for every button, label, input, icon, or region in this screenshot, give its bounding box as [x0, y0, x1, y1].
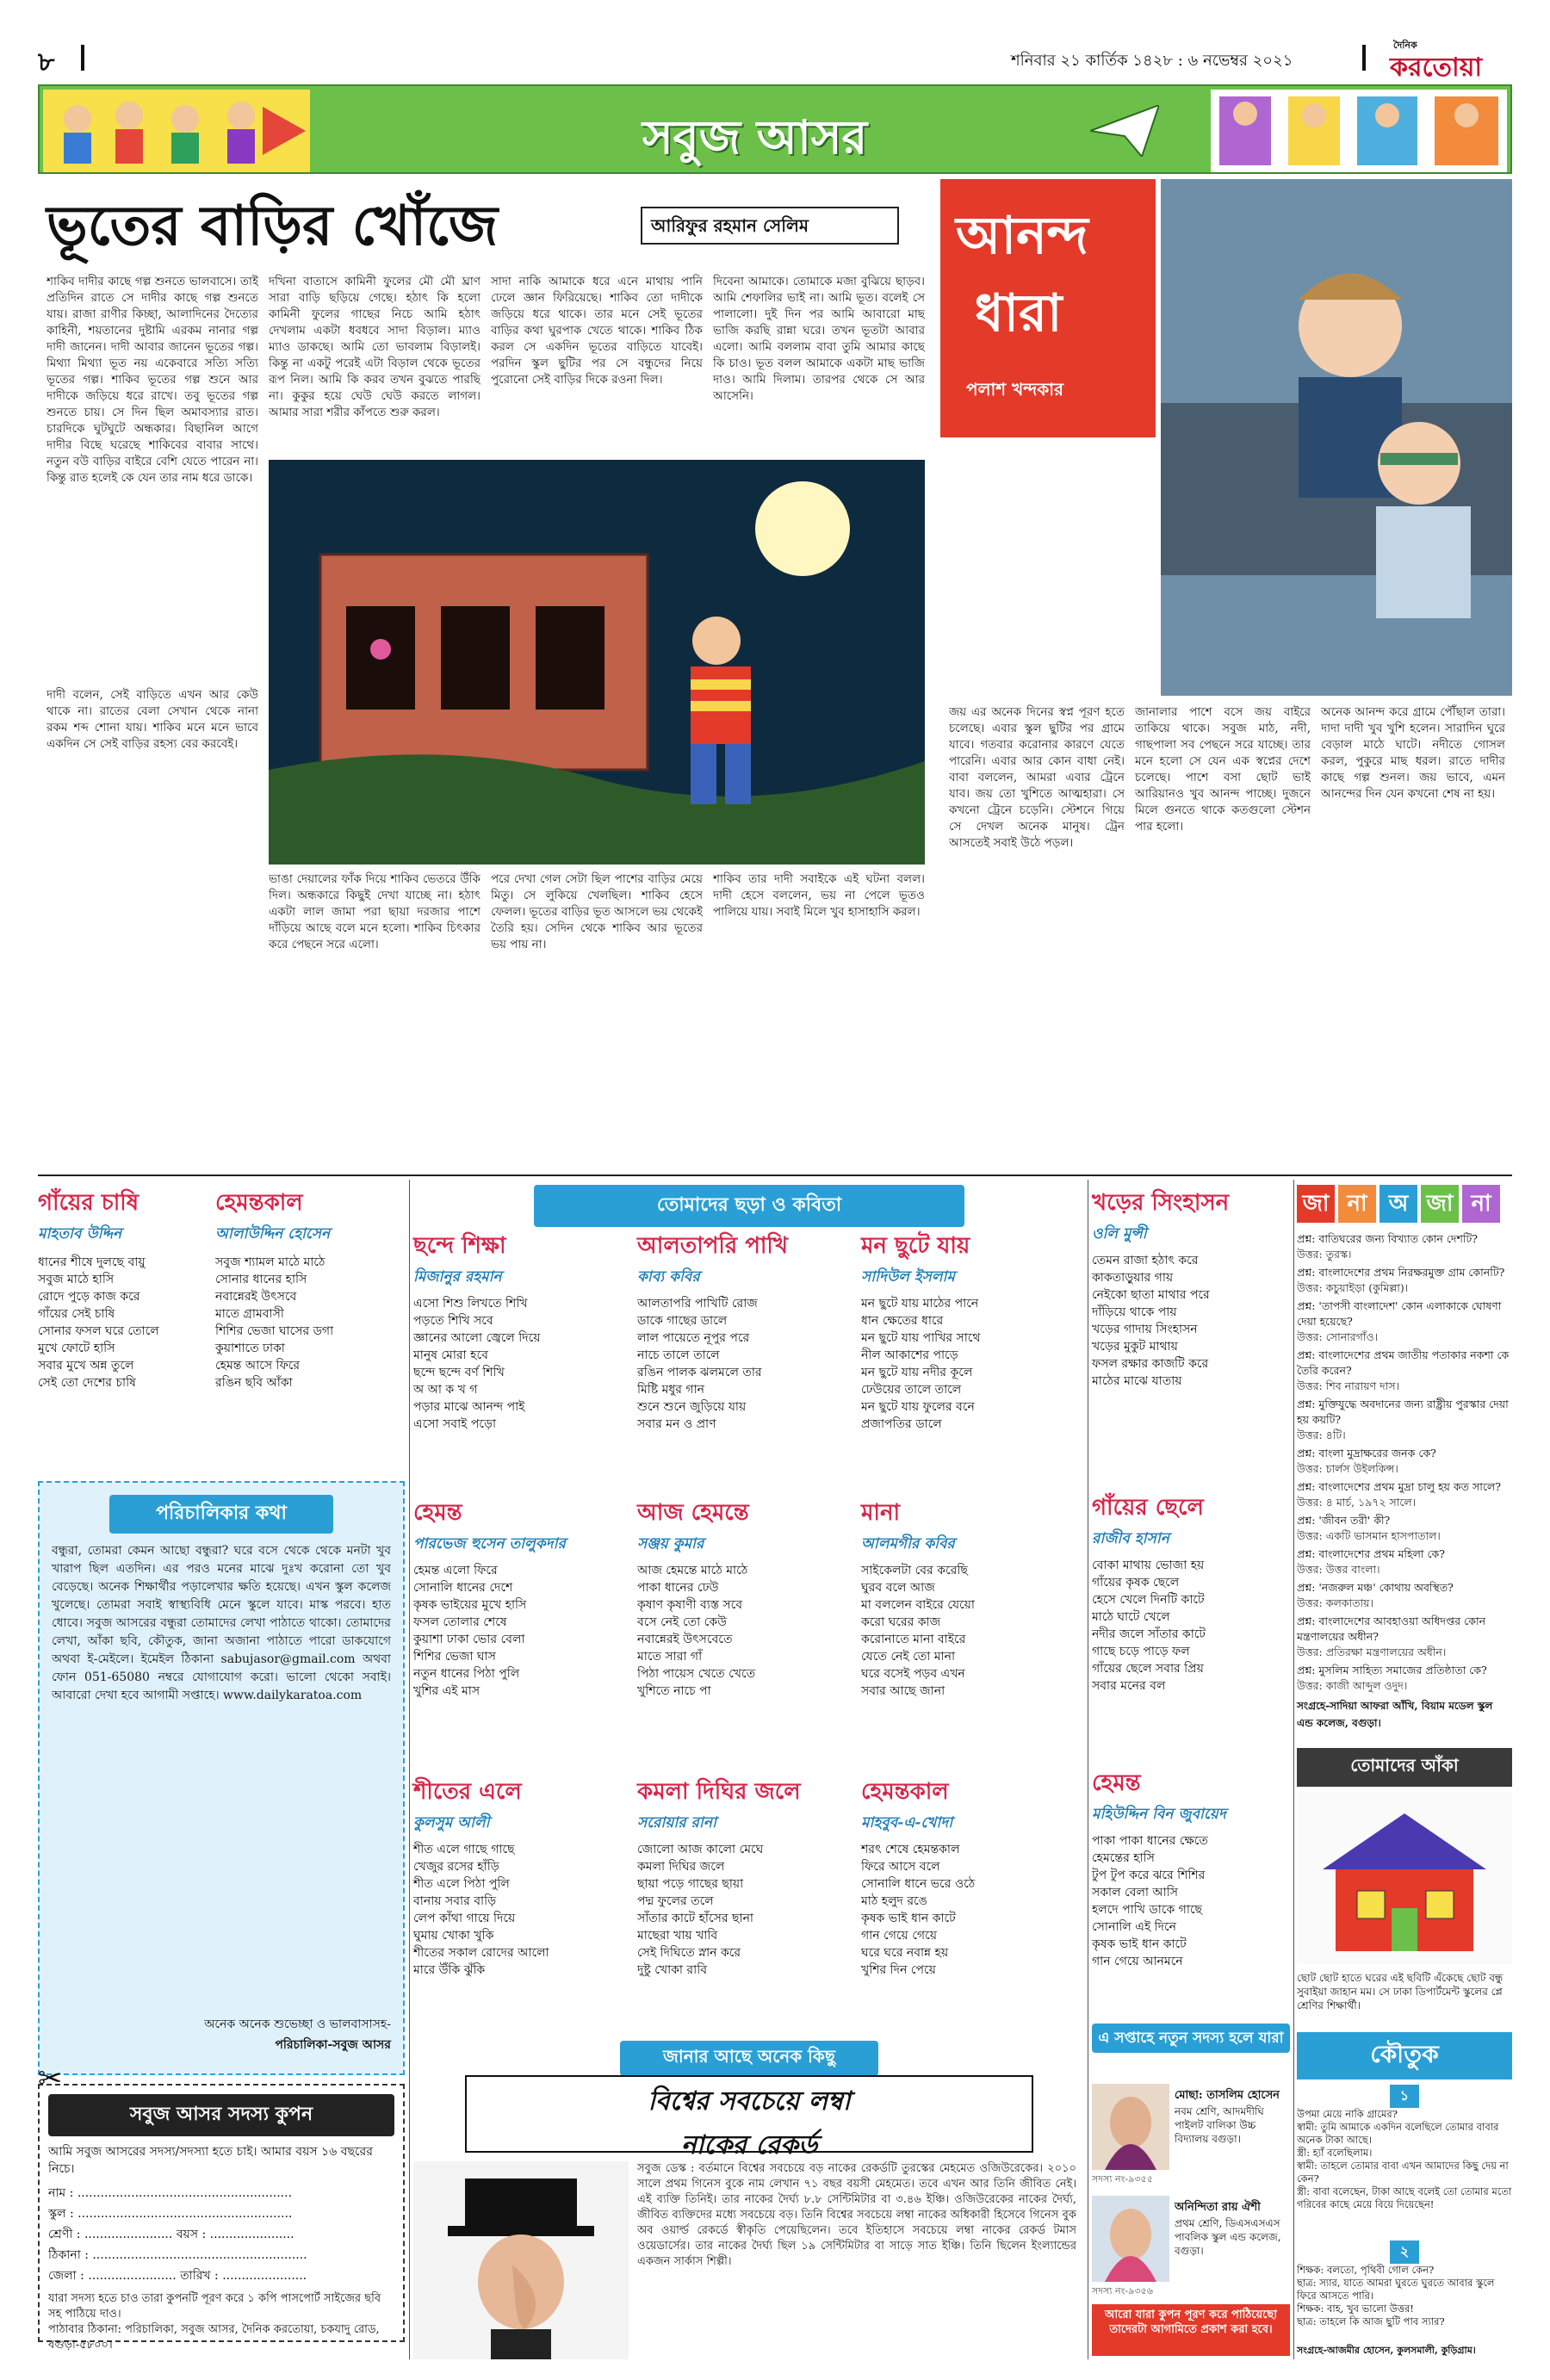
- coupon-field-address[interactable]: ঠিকানা : ........................................................: [48, 2248, 307, 2262]
- children-train-photo: [1161, 179, 1512, 696]
- col-divider: [409, 1180, 410, 2359]
- story-author: আরিফুর রহমান সেলিম: [651, 215, 809, 236]
- story-author-box: [641, 207, 899, 245]
- story-col-3: সাদা নাকি আমাকে ধরে এনে মাথায় পানি ঢেলে জ্ঞান ফিরিয়েছে। শাকিব তো দাদীকে জড়িয়ে ধরে থাকে। তার মনে সেই ভূতের বাড়ির কথা ঘুরপাক খেতে থাকে। শাকিব ঠিক করল সে একদিন ভূতের বাড়িতে যাবেই। পরদিন স্কুল ছুটির পর সে বন্ধুদের নিয়ে পুরোনো সেই বাড়ির দিকে রওনা দিল।: [491, 275, 703, 387]
- quiz-question: প্রশ্ন: বাতিঘরের জন্য বিখ্যাত কোন দেশটি?: [1297, 1232, 1478, 1245]
- quiz-answer: উত্তর: কলকাতায়।: [1297, 1596, 1374, 1609]
- anondo-col-3: অনেক আনন্দ করে গ্রামে পৌঁছাল তারা। দাদা দাদী খুব খুশি হলেন। সারাদিন ঘুরে বেড়াল মাঠে ঘাটে। নদীতে গোসল করল, পুকুরে মাছ ধরল। রাতে দাদীর কাছে গল্প শুনল। জয় ভাবে, এমন আনন্দের দিন যেন কখনো শেষ না হয়।: [1321, 705, 1505, 801]
- anondo-author: পলাশ খন্দকার: [966, 379, 1064, 400]
- poem-2: [637, 1228, 852, 1486]
- poems-header: তোমাদের ছড়া ও কবিতা: [534, 1185, 964, 1227]
- new-members-footer: আরো যারা কুপন পূরণ করে পাঠিয়েছো তাদেরটা আগামিতে প্রকাশ করা হবে।: [1092, 2304, 1290, 2356]
- poem-author: মহিউদ্দিন বিন জুবায়েদ: [1092, 1806, 1226, 1823]
- quiz-letter: জা: [1421, 1185, 1459, 1223]
- nak-section-header: জানার আছে অনেক কিছু: [620, 2041, 878, 2076]
- nak-title-1: বিশ্বের সবচেয়ে লম্বা: [648, 2086, 851, 2117]
- quiz-answer: উত্তর: শিব নারায়ণ দাস।: [1297, 1379, 1400, 1392]
- quiz-question: প্রশ্ন: বাংলাদেশের প্রথম মহিলা কে?: [1297, 1547, 1445, 1560]
- poem-title: হেমন্ত: [413, 1500, 462, 1526]
- coupon-field-name[interactable]: নাম : ........................................................: [48, 2186, 293, 2200]
- poem-author: সাদিউল ইসলাম: [861, 1268, 955, 1286]
- coupon-field-school[interactable]: স্কুল : ........................................................: [48, 2207, 293, 2221]
- header-divider: [81, 45, 84, 71]
- coupon-note-2: পাঠাবার ঠিকানা: পরিচালিকা, সবুজ আসর, দৈনিক করতোয়া, চকযাদু রোড, বগুড়া-৫৮০০।: [48, 2323, 380, 2352]
- quiz-answer: উত্তর: চার্লস উইলকিন্স।: [1297, 1462, 1398, 1475]
- quiz-letter: না: [1338, 1185, 1376, 1223]
- main-story: [38, 179, 933, 1169]
- poem-lines: তেমন রাজা হঠাৎ করে কাকতাড়ুয়ার গায় নেইকো ছাতা মাথার পরে দাঁড়িয়ে থাকে পায় খড়ের গাদায় সিংহাসন খড়ের মুকুট মাথায় ফসল রক্ষার কাজটি করে মাঠের মাঝে যাতায়: [1092, 1254, 1210, 1388]
- poem-lines: আজ হেমন্তে মাঠে মাঠে পাকা ধানের ঢেউ কৃষাণ কৃষাণী ব্যস্ত সবে বসে নেই তো কেউ নবান্নেরই উৎসবেতে মাতে সারা গাঁ পিঠা পায়েস খেতে খেতে খুশিতে নাচে পা: [637, 1564, 756, 1698]
- quiz-list: [1297, 1231, 1512, 1694]
- member-name: মোছা: তাসলিম হোসেন: [1175, 2089, 1280, 2102]
- anondo-title-2: ধারা: [975, 283, 1063, 344]
- poem-title: মানা: [861, 1500, 901, 1526]
- joke-card: [1297, 2241, 1512, 2343]
- poem-title: আজ হেমন্তে: [637, 1500, 749, 1526]
- poem-lines: এসো শিশু লিখতে শিখি পড়তে শিখি সবে জ্ঞানের আলো জ্বেলে দিয়ে মানুষ মোরা হবে ছন্দে ছন্দে বর্ণ শিখি অ আ ক খ গ পড়ার মাঝে আনন্দ পাই এসো সবাই পড়ো: [413, 1297, 541, 1431]
- poem-3: [861, 1228, 1076, 1486]
- member-photo: [1092, 2084, 1169, 2170]
- poem-author: সঞ্জয় কুমার: [637, 1535, 704, 1553]
- member-info: প্রথম শ্রেণি, ডিএসএসএস পাবলিক স্কুল এন্ড কলেজ, বগুড়া।: [1175, 2217, 1281, 2257]
- quiz-question: প্রশ্ন: 'নজরুল মঞ্চ' কোথায় অবস্থিত?: [1297, 1581, 1454, 1594]
- banner-title: সবুজ আসর: [642, 109, 868, 164]
- story-bottom-col-4: শাকিব তার দাদী সবাইকে এই ঘটনা বলল। দাদী হেসে বললেন, ভয় না পেলে ভূতও পালিয়ে যায়। সবাই মিলে খুব হাসাহাসি করল।: [713, 872, 925, 919]
- quiz-question: প্রশ্ন: বাংলাদেশের আবহাওয়া অধিদপ্তর কোন মন্ত্রণালয়ের অধীন?: [1297, 1615, 1486, 1643]
- quiz-answer: উত্তর: উত্তর বাংলা।: [1297, 1563, 1380, 1576]
- quiz-answer: উত্তর: ৪ মার্চ, ১৯৭২ সালে।: [1297, 1496, 1417, 1509]
- drawing-section: [1297, 1748, 1512, 2024]
- poem-lines: সবুজ শ্যামল মাঠে মাঠে সোনার ধানের হাসি নবান্নেরই উৎসবে মাতে গ্রামবাসী শিশির ভেজা ঘাসের ডগা কুয়াশাতে ঢাকা হেমন্ত আসে ফিরে রঙিন ছবি আঁকা: [215, 1255, 334, 1390]
- poem-lines: জোলো আজ কালো মেঘে কমলা দিঘির জলে ছায়া পড়ে গাছের ছায়া পদ্ম ফুলের তলে সাঁতার কাটে হাঁসের ছানা মাছেরা খায় খাবি সেই দিঘিতে স্নান করে দুষ্টু খোকা রাবি: [637, 1843, 764, 1977]
- quiz-answer: উত্তর: কাজী আব্দুল ওদুদ।: [1297, 1679, 1408, 1692]
- poem-lines: বোকা মাথায় ভোজা হয় গাঁয়ের কৃষক ছেলে হেসে খেলে দিনটি কাটে মাঠে ঘাটে খেলে নদীর জলে সাঁতার কাটে গাছে চড়ে পাড়ে ফল গাঁয়ের ছেলে সবার প্রিয় সবার মনের বল: [1092, 1559, 1206, 1693]
- poem-hemontokal-1: [215, 1185, 405, 1478]
- new-members: [1092, 2024, 1290, 2359]
- member-photo: [1092, 2196, 1169, 2282]
- coupon-note-1: যারা সদস্য হতে চাও তারা কুপনটি পূরণ করে ১ কপি পাসপোর্ট সাইজের ছবি সহ পাঠিয়ে দাও।: [48, 2292, 381, 2321]
- poem-title: খড়ের সিংহাসন: [1092, 1190, 1230, 1216]
- col-divider: [1293, 1180, 1294, 2359]
- member-code: সদস্য নং-৯৩৫৬: [1092, 2285, 1153, 2296]
- quiz-section: [1297, 1185, 1512, 1736]
- poems-row-3: [413, 1774, 1085, 2032]
- divider-mid: [38, 1175, 1512, 1176]
- editor-letter-title: পরিচালিকার কথা: [109, 1495, 333, 1534]
- quiz-question: প্রশ্ন: মুসলিম সাহিত্য সমাজের প্রতিষ্ঠাতা কে?: [1297, 1664, 1487, 1677]
- header-divider-right: [1362, 45, 1366, 71]
- member-name: অনিন্দিতা রায় ঐশী: [1175, 2201, 1261, 2214]
- quiz-letter: জা: [1297, 1185, 1335, 1223]
- poem-author: আলমগীর কবির: [861, 1535, 955, 1553]
- poem-lines: মন ছুটে যায় মাঠের পানে ধান ক্ষেতের ধারে মন ছুটে যায় পাখির সাথে নীল আকাশের পাড়ে মন ছুটে যায় নদীর কূলে ঢেউয়ের তালে তালে মন ছুটে যায় ফুলের বনে প্রজাপতির ডালে: [861, 1297, 981, 1431]
- poem-author: পারভেজ হুসেন তালুকদার: [413, 1535, 566, 1553]
- poem-gayer-chashi: [38, 1185, 210, 1478]
- nak-body: সবুজ ডেস্ক : বর্তমানে বিশ্বের সবচেয়ে বড় নাকের রেকর্ডটি তুরস্কের মেহমেত ওজিউরেকের। ২০১০ সালে প্রথম গিনেস বুকে নাম লেখান ৭১ বছর বয়সী মেহমেত। তবে এখন আর তিনি জীবিত নেই। এই ব্যক্তি তিনিই। তার নাকের দৈর্ঘ্য ৮.৮ সেন্টিমিটার বা ৩.৪৬ ইঞ্চি। ওজিউরেকের নাকের দৈর্ঘ্য, জীবিত ব্যক্তিদের মধ্যে সবচেয়ে বড়। তিনি বিশ্বের সবচেয়ে লম্বা নাকের অধিকারী হিসেবে গিনেস বুক অব ওয়ার্ল্ড রেকর্ডে স্বীকৃতি পেয়েছিলেন। তবে ইতিহাসে সবচেয়ে লম্বা নাকের রেকর্ড টমাস ওয়েডার্সের। তার নাকের দৈর্ঘ্য ছিল ১৯ সেন্টিমিটার বা সাড়ে সাত ইঞ্চি। তিনি ছিলেন ইংল্যান্ডের একজন সার্কাস শিল্পী।: [637, 2162, 1076, 2268]
- poem-4: [413, 1495, 629, 1753]
- coupon-title: সবুজ আসর সদস্য কুপন: [48, 2094, 394, 2136]
- drawing-caption: ছোট ছোট হাতে ঘরের এই ছবিটি এঁকেছে ছোট বন্ধু সুবাইয়া জাহান মম। সে ঢাকা ডিপার্টমেন্ট স্কুলের প্লে শ্রেণির শিক্ষার্থী।: [1297, 1972, 1504, 2011]
- anondo-col-1: জয় এর অনেক দিনের স্বপ্ন পূরণ হতে চলেছে। এবার স্কুল ছুটির পর গ্রামে যাবে। গতবার করোনার কারণে যেতে পারেনি। এবার আর কোন বাধা নেই। বাবা বললেন, আমরা এবার ট্রেনে যাব। জয় তো খুশিতে আত্মহারা। সে কখনো ট্রেনে চড়েনি। স্টেশনে গিয়ে সে দেখল অনেক মানুষ। ট্রেন আসতেই সবাই উঠে পড়ল।: [949, 705, 1125, 850]
- poem-hemonto-2: [1092, 1765, 1290, 2015]
- editor-letter-signature: পরিচালিকা-সবুজ আসর: [275, 2038, 391, 2052]
- poem-author: রাজীব হাসান: [1092, 1530, 1169, 1547]
- coupon-fields: [48, 2183, 394, 2286]
- poem-lines: সাইকেলটা বের করেছি ঘুরব বলে আজ মা বললেন বাইরে যেয়ো করো ঘরের কাজ করোনাতে মানা বাইরে যেতে নেই তো মানা ঘরে বসেই পড়ব এখন সবার আছে জানা: [861, 1564, 975, 1698]
- story-bottom-col-1: দাদী বলেন, সেই বাড়িতে এখন আর কেউ থাকে না। রাতের বেলা সেখান থেকে নানা রকম শব্দ শোনা যায়। শাকিব মনে মনে ভাবে একদিন সে সেই বাড়ির রহস্য বের করবেই।: [46, 688, 258, 751]
- poem-author: কাব্য কবির: [637, 1268, 700, 1286]
- editor-letter-body: বন্ধুরা, তোমরা কেমন আছো বন্ধুরা? ঘরে বসে থেকে থেকে মনটা খুব খারাপ ছিল এতদিন। এর পরও মনের মাঝে দুঃখ করোনা তো খুব বেড়েছে। অনেক শিক্ষার্থীর পড়ালেখার ক্ষতি হয়েছে। এখন স্কুল কলেজ খুলেছে। তোমরা সবাই স্বাস্থ্যবিধি মেনে স্কুলে যাবে। মাস্ক পরবে। হাত ধোবে। সবুজ আসরের বন্ধুরা তোমাদের লেখা পাঠাতে থাকো। তোমাদের লেখা, আঁকা ছবি, কৌতুক, জানা অজানা পাঠাতে পারো ডাকযোগে অথবা ই-মেইলে। ইমেইল ঠিকানা sabujasor@gmail.com অথবা ফোন 051-65080 নম্বরে যোগাযোগ করো। ভালো থেকো সবাই। আবারো দেখা হবে আগামী সপ্তাহে। www.dailykaratoa.com: [52, 1544, 391, 1702]
- poem-author: মাহতাব উদ্দিন: [38, 1225, 122, 1243]
- new-members-header: এ সপ্তাহে নতুন সদস্য হলে যারা: [1092, 2024, 1290, 2053]
- poem-title: শীতের এলে: [413, 1779, 522, 1805]
- poem-6: [861, 1495, 1076, 1753]
- kautuk-section: [1297, 2032, 1512, 2359]
- nak-record-article: [413, 2041, 1085, 2359]
- paper-name-small: দৈনিক: [1393, 40, 1417, 51]
- poem-title: হেমন্ত: [1092, 1770, 1141, 1796]
- joke-number: ২: [1390, 2241, 1419, 2264]
- cartoon-characters-right: [1211, 90, 1507, 172]
- scissors-icon: ✂: [38, 2061, 63, 2096]
- quiz-answer: উত্তর: তুরস্ক।: [1297, 1248, 1352, 1261]
- poem-title: ছন্দে শিক্ষা: [413, 1233, 506, 1259]
- long-nose-man-photo: [413, 2161, 629, 2359]
- coupon-field-district[interactable]: জেলা : ....................... তারিখ : ......................: [48, 2269, 307, 2283]
- poem-5: [637, 1495, 852, 1753]
- date-line: শনিবার ২১ কার্তিক ১৪২৮ : ৬ নভেম্বর ২০২১: [1011, 52, 1293, 70]
- quiz-answer: উত্তর: সোনারগাঁও।: [1297, 1330, 1379, 1343]
- anondo-title-box: [940, 179, 1156, 437]
- poem-7: [413, 1774, 629, 2024]
- quiz-credit: সংগ্রহে-সাদিয়া আফরা আঁখি, বিয়াম মডেল স্কুল এন্ড কলেজ, বগুড়া।: [1297, 1700, 1493, 1729]
- poem-lines: হেমন্ত এলো ফিরে সোনালি ধানের দেশে কৃষক ভাইয়ের মুখে হাসি ফসল তোলার শেষে কুয়াশা ঢাকা ভোর বেলা শিশির ভেজা ঘাস নতুন ধানের পিঠা পুলি খুশির এই মাস: [413, 1564, 527, 1698]
- nak-title-2: নাকের রেকর্ড: [680, 2130, 818, 2160]
- anondo-title-1: আনন্দ: [956, 206, 1088, 266]
- house-drawing: [1297, 1792, 1512, 1964]
- editor-letter-signoff: অনেক অনেক শুভেচ্ছা ও ভালবাসাসহ-: [204, 2017, 391, 2031]
- section-banner: [38, 84, 1512, 174]
- poem-1: [413, 1228, 629, 1486]
- story-col-2: দখিনা বাতাসে কামিনী ফুলের মৌ মৌ ঘ্রাণ সারা বাড়ি ছড়িয়ে গেছে। হঠাৎ কি হলো কামিনী ফুলের গাছের নিচে আমি হঠাৎ দেখলাম একটা ধবধবে সাদা বিড়াল। ম্যাও ম্যাও ডাকছে। আমি তো ভাবলাম বিড়ালই। কিন্তু না একটু পরেই এটা বিড়াল থেকে ভূতের রূপ নিল। আমি কি করব তখন বুঝতে পারছি না। কুকুর হয়ে ঘেউ ঘেউ করতে লাগল। আমার সারা শরীর কাঁপতে শুরু করল।: [269, 275, 480, 419]
- paper-name: করতোয়া: [1390, 53, 1483, 83]
- coupon-intro: আমি সবুজ আসরের সদস্য/সদস্যা হতে চাই। আমার বয়স ১৬ বছরের নিচে।: [48, 2145, 373, 2176]
- page-header: [38, 34, 1512, 83]
- paper-plane-icon: [1090, 105, 1159, 157]
- joke-text: উপমা মেয়ে নাকি গ্রামের? স্বামী: তুমি আমাকে একদিন বলেছিলে তোমার বাবার অনেক টাকা আছে। স্ত্রী: হ্যাঁ বলেছিলাম। স্বামী: তাহলে তোমার বাবা এখন আমাদের কিছু দেয় না কেন? স্ত্রী: বাবা বলেছেন, টাকা আছে বলেই তো তোমার মতো গরিবের কাছে মেয়ে বিয়ে দিয়েছেন!: [1297, 2108, 1512, 2210]
- quiz-letter: না: [1462, 1185, 1500, 1223]
- member-info: নবম শ্রেণি, আদমদীঘি পাইলট বালিকা উচ্চ বিদ্যালয় বগুড়া।: [1175, 2105, 1264, 2145]
- quiz-title: [1297, 1185, 1512, 1223]
- poem-khorer-singhason: [1092, 1185, 1290, 1443]
- kautuk-title: কৌতুক: [1297, 2032, 1512, 2079]
- joke-card: [1297, 2085, 1512, 2237]
- quiz-question: প্রশ্ন: বাংলাদেশের প্রথম মুদ্রা চালু হয় কত সালে?: [1297, 1480, 1501, 1493]
- haunted-house-illustration: [269, 460, 925, 865]
- story-col-4: দিবেনা আমাকে। তোমাকে মজা বুঝিয়ে ছাড়ব। আমি শেফালির ভাই না। আমি ভূত। বলেই সে পালালো। দুই দিন পর আমি আবারো মাছ ভাজি করছি রান্না ঘরে। তখন ভূতটা আবার এলো। আমি বললাম বাবা তুমি আমার কাছে কি চাও। ভূত বলল আমাকে একটা মাছ ভাজি দাও। আমি দিলাম। তারপর থেকে সে আর আসেনি।: [713, 275, 925, 403]
- story-bottom-col-3: পরে দেখা গেল সেটা ছিল পাশের বাড়ির মেয়ে মিতু। সে লুকিয়ে খেলছিল। শাকিব হেসে ফেলল। ভূতের বাড়ির ভূত আসলে ভয় থেকেই তৈরি হয়। সেদিন থেকে শাকিব আর ভূতের ভয় পায় না।: [491, 872, 703, 951]
- anondo-dhara-story: [940, 179, 1512, 1169]
- poem-author: ওলি মুন্সী: [1092, 1225, 1147, 1243]
- story-bottom-col-2: ভাঙা দেয়ালের ফাঁক দিয়ে শাকিব ভেতরে উঁকি দিল। অন্ধকারে কিছুই দেখা যাচ্ছে না। হঠাৎ একটা লাল জামা পরা ছায়া দরজার পাশে দাঁড়িয়ে আছে বলে মনে হলো। শাকিব চিৎকার করে পেছনে সরে এলো।: [269, 872, 480, 951]
- poem-title: কমলা দিঘির জলে: [637, 1779, 801, 1805]
- joke-number: ১: [1390, 2085, 1419, 2108]
- poem-lines: শরৎ শেষে হেমন্তকাল ফিরে আসে বলে সোনালি ধানে ভরে ওঠে মাঠ হলুদ রঙে কৃষক ভাই ধান কাটে গান গেয়ে গেয়ে ঘরে ঘরে নবান্ন হয় খুশির দিন পেয়ে: [861, 1843, 976, 1977]
- quiz-letter: অ: [1380, 1185, 1417, 1223]
- poem-lines: ধানের শীষে দুলছে বায়ু সবুজ মাঠে হাসি রোদে পুড়ে কাজ করে গাঁয়ের সেই চাষি সোনার ফসল ঘরে তোলে মুখে ফোটে হাসি সবার মুখে অন্ন তুলে সেই তো দেশের চাষি: [38, 1255, 159, 1390]
- quiz-question: প্রশ্ন: 'জীবন তরী' কী?: [1297, 1514, 1391, 1527]
- quiz-question: প্রশ্ন: মুক্তিযুদ্ধে অবদানের জন্য রাষ্ট্রীয় পুরস্কার দেয়া হয় কয়টি?: [1297, 1398, 1509, 1426]
- quiz-answer: উত্তর: প্রতিরক্ষা মন্ত্রণালয়ের অধীন।: [1297, 1646, 1447, 1658]
- poem-lines: আলতাপরি পাখিটি রোজ ডাকে গাছের ডালে লাল পায়েতে নূপুর পরে নাচে তালে তালে রঙিন পালক ঝলমলে তার মিষ্টি মধুর গান শুনে শুনে জুড়িয়ে যায় সবার মন ও প্রাণ: [637, 1297, 762, 1431]
- quiz-answer: উত্তর: ৪টি।: [1297, 1429, 1346, 1441]
- drawing-header: তোমাদের আঁকা: [1297, 1748, 1512, 1787]
- quiz-answer: উত্তর: একটি ভাসমান হাসপাতাল।: [1297, 1529, 1441, 1542]
- quiz-question: প্রশ্ন: বাংলাদেশের প্রথম জাতীয় পতাকার নকশা কে তৈরি করেন?: [1297, 1348, 1510, 1377]
- poem-title: গাঁয়ের চাষি: [38, 1190, 140, 1216]
- poem-author: কুলসুম আলী: [413, 1814, 490, 1831]
- member-card-1: [1092, 2084, 1290, 2187]
- nak-title-box: [465, 2075, 1033, 2160]
- kids-illustration-left: [43, 90, 310, 172]
- poem-title: হেমন্তকাল: [861, 1779, 949, 1805]
- poem-title: গাঁয়ের ছেলে: [1092, 1495, 1204, 1521]
- poem-gayer-chele: [1092, 1490, 1290, 1748]
- member-code: সদস্য নং-৯৩৫৫: [1092, 2173, 1153, 2185]
- quiz-question: প্রশ্ন: বাংলা মুদ্রাক্ষরের জনক কে?: [1297, 1447, 1436, 1460]
- coupon-field-class[interactable]: শ্রেণী : ....................... বয়স : ......................: [48, 2228, 294, 2241]
- quiz-answer: উত্তর: কচুয়াইড়া (কুমিল্লা)।: [1297, 1281, 1409, 1294]
- anondo-col-2: জানালার পাশে বসে জয় বাইরে তাকিয়ে থাকে। সবুজ মাঠ, নদী, গাছপালা সব পেছনে সরে যাচ্ছে। তার মনে হলো সে যেন এক স্বপ্নের দেশে চলেছে। পাশে বসা ছোট ভাই আরিয়ানও খুব আনন্দ পাচ্ছে। দুজনে মিলে গুনতে থাকে কতগুলো স্টেশন পার হলো।: [1135, 705, 1311, 834]
- poem-8: [637, 1774, 852, 2024]
- poem-title: হেমন্তকাল: [215, 1190, 303, 1216]
- poem-title: আলতাপরি পাখি: [637, 1233, 788, 1259]
- poem-9: [861, 1774, 1076, 2024]
- story-title: ভূতের বাড়ির খোঁজে: [46, 194, 499, 258]
- poems-section: [413, 1185, 1085, 1770]
- poem-author: মাহবুব-এ-খোদা: [861, 1814, 953, 1831]
- kautuk-credit: সংগ্রহে-আজমীর হোসেন, কুলসমালী, কুড়িগ্রাম।: [1297, 2345, 1476, 2356]
- poem-author: আলাউদ্দিন হোসেন: [215, 1225, 331, 1243]
- page-number: ৮: [38, 47, 55, 77]
- quiz-question: প্রশ্ন: 'তাপসী বাংলাদেশ' কোন এলাকাকে ঘোষণা দেয়া হয়েছে?: [1297, 1299, 1502, 1328]
- editor-letter: [38, 1481, 405, 2075]
- poem-lines: পাকা পাকা ধানের ক্ষেতে হেমন্তের হাসি টুপ টুপ করে ঝরে শিশির সকাল বেলা আসি হলদে পাখি ডাকে গাছে সোনালি এই দিনে কৃষক ভাই ধান কাটে গান গেয়ে আনমনে: [1092, 1834, 1208, 1968]
- poem-title: মন ছুটে যায়: [861, 1233, 970, 1259]
- poem-author: মিজানুর রহমান: [413, 1268, 502, 1286]
- joke-text: শিক্ষক: বলতো, পৃথিবী গোল কেন? ছাত্র: স্যার, যাতে আমরা ঘুরতে ঘুরতে আবার স্কুলে ফিরে আসতে পারি। শিক্ষক: বাহ, খুব ভালো উত্তর! ছাত্র: তাহলে কি আজ ছুটি পাব স্যার?: [1297, 2264, 1495, 2327]
- poem-lines: শীত এলে গাছে গাছে খেজুর রসের হাঁড়ি শীত এলে পিঠা পুলি বানায় সবার বাড়ি লেপ কাঁথা গায়ে দিয়ে ঘুমায় খোকা খুকি শীতের সকাল রোদের আলো মারে উঁকি ঝুঁকি: [413, 1843, 549, 1977]
- story-col-1: শাকিব দাদীর কাছে গল্প শুনতে ভালবাসে। তাই প্রতিদিন রাতে সে দাদীর কাছে গল্প শুনতে যায়। রাজা রাণীর কিচ্ছা, আলাদিনের দৈত্যের কাহিনী, শয়তানের দুষ্টামি এরকম নানার গল্প দাদী জানেন। দাদী আবার জানেন ভূতের গল্প। মিথ্যা মিথ্যা ভূত নয় একেবারে সত্যি সত্যি ভূতের গল্প। শাকিব ভূতের গল্প শুনে আর দাদীকে জড়িয়ে ধরে রাখে। তবু ভূতের গল্প শুনতে চায়। সে দিন ছিল অমাবস্যার রাত। চারদিকে ঘুটঘুটে অন্ধকার। বিছানিল আগে দাদীর বিছে ঘরেছে শাকিবের বাবার সাথে। নতুন বউ বাড়ির বাইরে বেশি যেতে পারেন না। কিন্তু রাত হলেই কে যেন তার নাম ধরে ডাকে।: [46, 275, 258, 485]
- membership-coupon: [38, 2061, 405, 2352]
- member-card-2: [1092, 2196, 1290, 2299]
- quiz-question: প্রশ্ন: বাংলাদেশের প্রথম নিরক্ষরমুক্ত গ্রাম কোনটি?: [1297, 1266, 1505, 1279]
- poem-author: সরোয়ার রানা: [637, 1814, 716, 1831]
